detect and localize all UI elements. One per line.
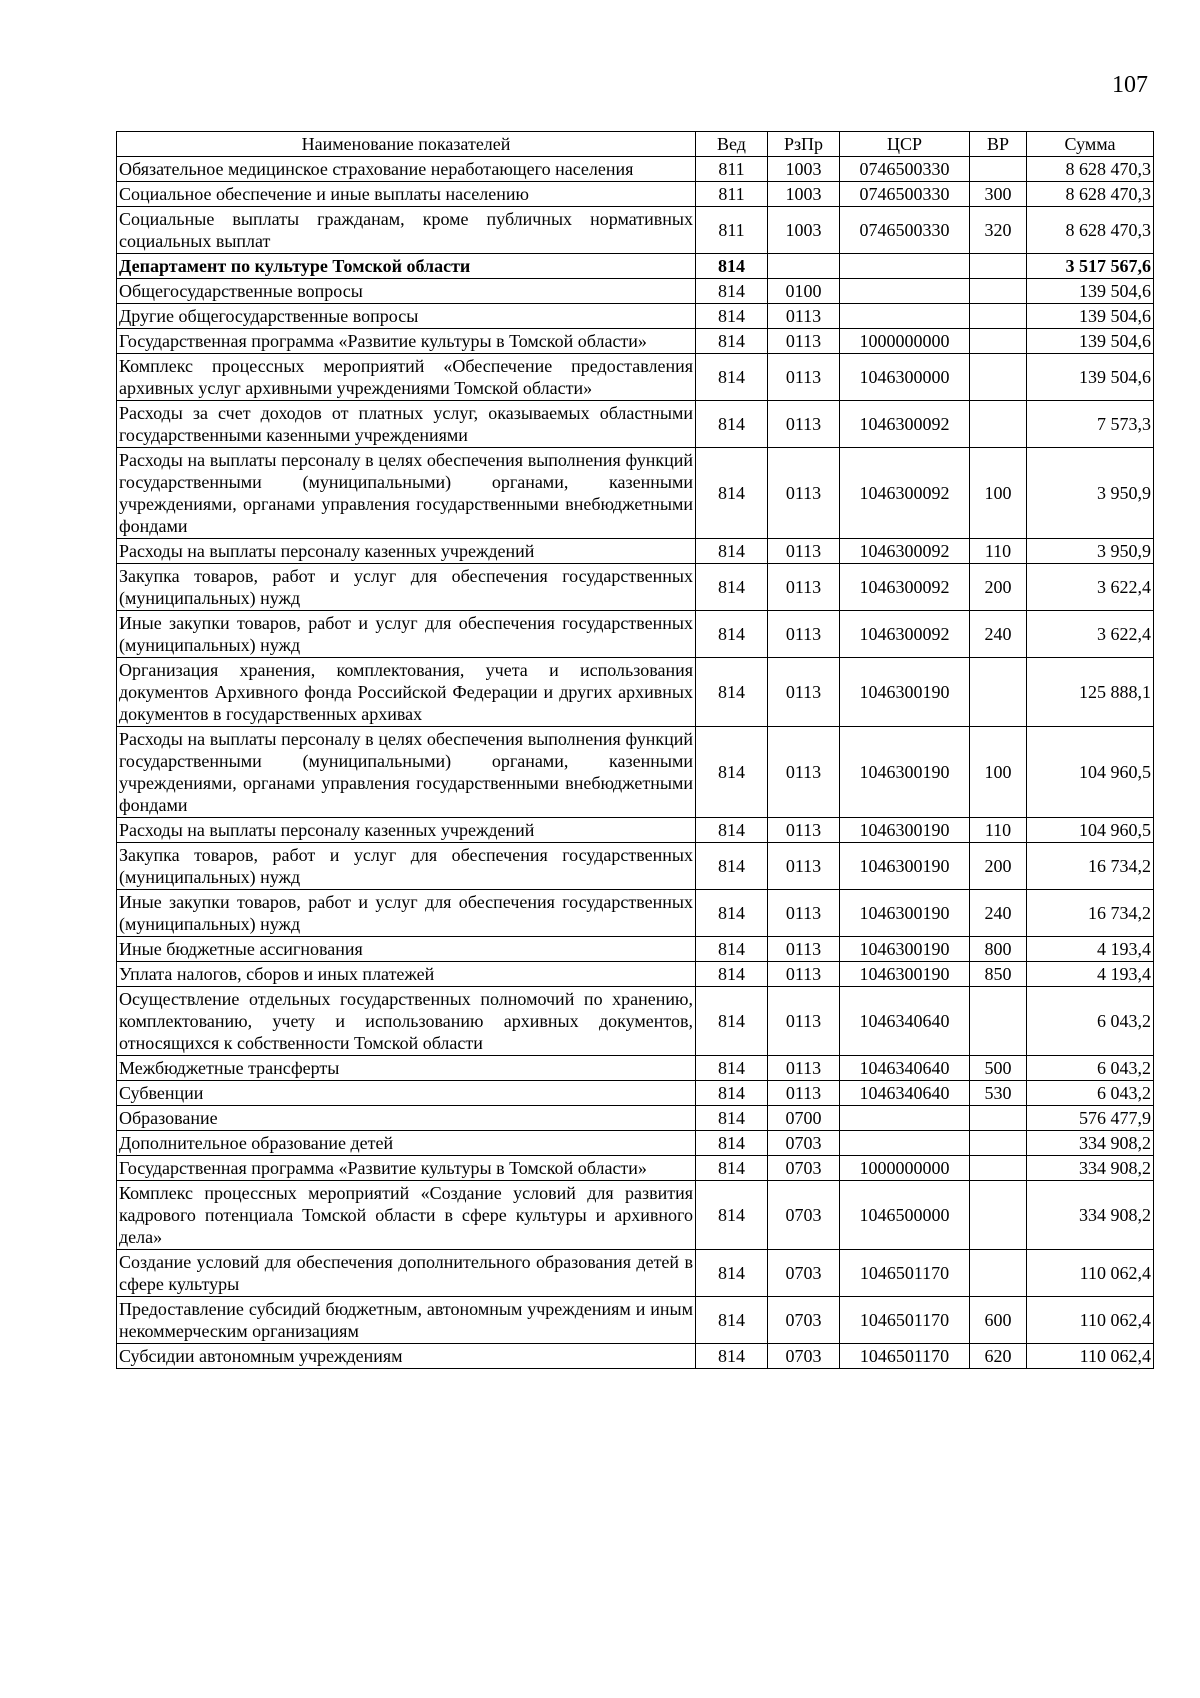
- cell-vr: 320: [970, 207, 1027, 254]
- cell-sum: 8 628 470,3: [1027, 207, 1154, 254]
- cell-vr: [970, 329, 1027, 354]
- cell-sum: 6 043,2: [1027, 1056, 1154, 1081]
- cell-rzpr: 0113: [768, 354, 840, 401]
- cell-ved: 814: [696, 962, 768, 987]
- cell-sum: 3 950,9: [1027, 539, 1154, 564]
- cell-ved: 814: [696, 448, 768, 539]
- cell-rzpr: 0113: [768, 329, 840, 354]
- cell-vr: [970, 1106, 1027, 1131]
- cell-csr: [840, 1131, 970, 1156]
- cell-ved: 814: [696, 1131, 768, 1156]
- cell-ved: 814: [696, 843, 768, 890]
- table-row: [117, 207, 1154, 254]
- cell-sum: 139 504,6: [1027, 304, 1154, 329]
- cell-csr: 1046500000: [840, 1181, 970, 1250]
- cell-sum: 16 734,2: [1027, 890, 1154, 937]
- cell-ved: 814: [696, 539, 768, 564]
- cell-rzpr: 0100: [768, 279, 840, 304]
- cell-sum: 104 960,5: [1027, 727, 1154, 818]
- cell-csr: 1046300000: [840, 354, 970, 401]
- table-row: [117, 354, 1154, 401]
- cell-sum: 4 193,4: [1027, 937, 1154, 962]
- header-csr: ЦСР: [840, 132, 970, 157]
- cell-name: Иные закупки товаров, работ и услуг для обеспечения государственных (муниципальных) нужд: [117, 890, 696, 937]
- cell-name: Общегосударственные вопросы: [117, 279, 696, 304]
- cell-csr: 1046300190: [840, 658, 970, 727]
- cell-name: Другие общегосударственные вопросы: [117, 304, 696, 329]
- cell-ved: 814: [696, 818, 768, 843]
- cell-rzpr: 0113: [768, 611, 840, 658]
- cell-vr: 110: [970, 818, 1027, 843]
- cell-csr: 1046501170: [840, 1344, 970, 1369]
- cell-sum: 6 043,2: [1027, 987, 1154, 1056]
- table-row: [117, 254, 1154, 279]
- cell-rzpr: 0703: [768, 1250, 840, 1297]
- cell-sum: 334 908,2: [1027, 1181, 1154, 1250]
- cell-csr: 1046300092: [840, 564, 970, 611]
- cell-ved: 814: [696, 937, 768, 962]
- table-row: [117, 937, 1154, 962]
- cell-vr: [970, 658, 1027, 727]
- table-row: [117, 818, 1154, 843]
- cell-rzpr: 1003: [768, 207, 840, 254]
- cell-rzpr: 0113: [768, 843, 840, 890]
- cell-csr: 1046300190: [840, 818, 970, 843]
- cell-sum: 6 043,2: [1027, 1081, 1154, 1106]
- cell-csr: 1046501170: [840, 1297, 970, 1344]
- cell-ved: 814: [696, 727, 768, 818]
- cell-name: Организация хранения, комплектования, учета и использования документов Архивного фонда Российской Федерации и других архивных документов в государственных архивах: [117, 658, 696, 727]
- cell-name: Расходы за счет доходов от платных услуг, оказываемых областными государственными казенными учреждениями: [117, 401, 696, 448]
- cell-name: Расходы на выплаты персоналу в целях обеспечения выполнения функций государственными (муниципальными) органами, казенными учреждениями, органами управления государственными внебюджетными фондами: [117, 727, 696, 818]
- cell-rzpr: 0113: [768, 448, 840, 539]
- cell-ved: 811: [696, 182, 768, 207]
- cell-vr: [970, 987, 1027, 1056]
- cell-ved: 814: [696, 354, 768, 401]
- cell-csr: [840, 304, 970, 329]
- cell-name: Расходы на выплаты персоналу казенных учреждений: [117, 539, 696, 564]
- cell-csr: 1046300092: [840, 401, 970, 448]
- cell-rzpr: 0113: [768, 564, 840, 611]
- table-row: [117, 1081, 1154, 1106]
- header-sum: Сумма: [1027, 132, 1154, 157]
- table-body: [117, 157, 1154, 1369]
- cell-csr: 0746500330: [840, 157, 970, 182]
- cell-csr: 1046300190: [840, 727, 970, 818]
- cell-name: Создание условий для обеспечения дополнительного образования детей в сфере культуры: [117, 1250, 696, 1297]
- cell-name: Образование: [117, 1106, 696, 1131]
- cell-ved: 814: [696, 329, 768, 354]
- cell-sum: 110 062,4: [1027, 1297, 1154, 1344]
- cell-csr: 1046340640: [840, 1056, 970, 1081]
- cell-ved: 814: [696, 279, 768, 304]
- table-row: [117, 304, 1154, 329]
- cell-ved: 814: [696, 1106, 768, 1131]
- cell-name: Обязательное медицинское страхование неработающего населения: [117, 157, 696, 182]
- header-rzpr: РзПр: [768, 132, 840, 157]
- cell-name: Социальные выплаты гражданам, кроме публичных нормативных социальных выплат: [117, 207, 696, 254]
- table-row: [117, 987, 1154, 1056]
- table-row: [117, 1181, 1154, 1250]
- cell-sum: 4 193,4: [1027, 962, 1154, 987]
- cell-rzpr: 0703: [768, 1156, 840, 1181]
- cell-rzpr: 0703: [768, 1344, 840, 1369]
- cell-ved: 814: [696, 1297, 768, 1344]
- cell-ved: 814: [696, 1156, 768, 1181]
- cell-sum: 334 908,2: [1027, 1156, 1154, 1181]
- table-row: [117, 658, 1154, 727]
- cell-sum: 110 062,4: [1027, 1250, 1154, 1297]
- cell-name: Расходы на выплаты персоналу в целях обеспечения выполнения функций государственными (муниципальными) органами, казенными учреждениями, органами управления государственными внебюджетными фондами: [117, 448, 696, 539]
- cell-sum: 110 062,4: [1027, 1344, 1154, 1369]
- cell-name: Иные закупки товаров, работ и услуг для обеспечения государственных (муниципальных) нужд: [117, 611, 696, 658]
- table-row: [117, 727, 1154, 818]
- cell-name: Предоставление субсидий бюджетным, автономным учреждениям и иным некоммерческим организациям: [117, 1297, 696, 1344]
- cell-sum: 8 628 470,3: [1027, 182, 1154, 207]
- cell-sum: 3 622,4: [1027, 611, 1154, 658]
- cell-ved: 814: [696, 987, 768, 1056]
- cell-rzpr: 0703: [768, 1297, 840, 1344]
- cell-vr: [970, 1131, 1027, 1156]
- table-row: [117, 1056, 1154, 1081]
- table-row: [117, 611, 1154, 658]
- cell-sum: 3 622,4: [1027, 564, 1154, 611]
- cell-ved: 814: [696, 1181, 768, 1250]
- cell-rzpr: 0113: [768, 658, 840, 727]
- cell-vr: 620: [970, 1344, 1027, 1369]
- cell-csr: 1046300092: [840, 539, 970, 564]
- cell-csr: 0746500330: [840, 182, 970, 207]
- cell-rzpr: 0113: [768, 962, 840, 987]
- cell-sum: 3 950,9: [1027, 448, 1154, 539]
- cell-name: Комплекс процессных мероприятий «Обеспечение предоставления архивных услуг архивными учреждениями Томской области»: [117, 354, 696, 401]
- cell-csr: [840, 279, 970, 304]
- cell-sum: 139 504,6: [1027, 354, 1154, 401]
- cell-vr: [970, 354, 1027, 401]
- table-row: [117, 539, 1154, 564]
- cell-vr: [970, 279, 1027, 304]
- cell-ved: 814: [696, 890, 768, 937]
- page-number: 107: [1112, 72, 1148, 98]
- cell-rzpr: 0113: [768, 890, 840, 937]
- cell-ved: 814: [696, 304, 768, 329]
- cell-csr: 1046300190: [840, 890, 970, 937]
- cell-vr: 800: [970, 937, 1027, 962]
- header-name: Наименование показателей: [117, 132, 696, 157]
- cell-ved: 814: [696, 401, 768, 448]
- cell-csr: 1000000000: [840, 329, 970, 354]
- cell-csr: 1000000000: [840, 1156, 970, 1181]
- cell-rzpr: 1003: [768, 157, 840, 182]
- cell-csr: 1046300092: [840, 448, 970, 539]
- cell-rzpr: 0113: [768, 401, 840, 448]
- cell-sum: 104 960,5: [1027, 818, 1154, 843]
- cell-vr: 100: [970, 448, 1027, 539]
- table-header-row: [117, 132, 1154, 157]
- cell-csr: 0746500330: [840, 207, 970, 254]
- cell-name: Субсидии автономным учреждениям: [117, 1344, 696, 1369]
- cell-name: Закупка товаров, работ и услуг для обеспечения государственных (муниципальных) нужд: [117, 843, 696, 890]
- cell-rzpr: 0700: [768, 1106, 840, 1131]
- cell-ved: 814: [696, 1056, 768, 1081]
- cell-sum: 125 888,1: [1027, 658, 1154, 727]
- cell-name: Расходы на выплаты персоналу казенных учреждений: [117, 818, 696, 843]
- cell-name: Государственная программа «Развитие культуры в Томской области»: [117, 1156, 696, 1181]
- cell-ved: 814: [696, 1250, 768, 1297]
- cell-rzpr: 0113: [768, 987, 840, 1056]
- cell-name: Уплата налогов, сборов и иных платежей: [117, 962, 696, 987]
- cell-csr: 1046300190: [840, 937, 970, 962]
- cell-sum: 8 628 470,3: [1027, 157, 1154, 182]
- cell-rzpr: [768, 254, 840, 279]
- cell-vr: 110: [970, 539, 1027, 564]
- cell-vr: 200: [970, 564, 1027, 611]
- cell-vr: 300: [970, 182, 1027, 207]
- cell-csr: 1046340640: [840, 1081, 970, 1106]
- cell-name: Межбюджетные трансферты: [117, 1056, 696, 1081]
- cell-sum: 576 477,9: [1027, 1106, 1154, 1131]
- cell-sum: 139 504,6: [1027, 329, 1154, 354]
- cell-csr: 1046300190: [840, 843, 970, 890]
- cell-rzpr: 0113: [768, 1056, 840, 1081]
- cell-name: Закупка товаров, работ и услуг для обеспечения государственных (муниципальных) нужд: [117, 564, 696, 611]
- cell-csr: 1046300190: [840, 962, 970, 987]
- cell-rzpr: 0113: [768, 1081, 840, 1106]
- cell-sum: 7 573,3: [1027, 401, 1154, 448]
- cell-csr: 1046501170: [840, 1250, 970, 1297]
- cell-ved: 811: [696, 207, 768, 254]
- table-row: [117, 1297, 1154, 1344]
- cell-vr: [970, 401, 1027, 448]
- cell-name: Осуществление отдельных государственных полномочий по хранению, комплектованию, учету и использованию архивных документов, относящихся к собственности Томской области: [117, 987, 696, 1056]
- table-row: [117, 157, 1154, 182]
- table-row: [117, 1131, 1154, 1156]
- cell-vr: 600: [970, 1297, 1027, 1344]
- header-vr: ВР: [970, 132, 1027, 157]
- table-row: [117, 279, 1154, 304]
- cell-ved: 814: [696, 254, 768, 279]
- table-row: [117, 1344, 1154, 1369]
- cell-name: Дополнительное образование детей: [117, 1131, 696, 1156]
- cell-vr: 530: [970, 1081, 1027, 1106]
- cell-ved: 814: [696, 1344, 768, 1369]
- cell-vr: [970, 254, 1027, 279]
- cell-name: Социальное обеспечение и иные выплаты населению: [117, 182, 696, 207]
- cell-rzpr: 0703: [768, 1181, 840, 1250]
- budget-table: [116, 131, 1154, 1369]
- cell-vr: 200: [970, 843, 1027, 890]
- table-row: [117, 962, 1154, 987]
- cell-vr: 240: [970, 890, 1027, 937]
- table-row: [117, 182, 1154, 207]
- cell-ved: 814: [696, 1081, 768, 1106]
- cell-sum: 334 908,2: [1027, 1131, 1154, 1156]
- table-row: [117, 1156, 1154, 1181]
- cell-vr: 500: [970, 1056, 1027, 1081]
- cell-sum: 3 517 567,6: [1027, 254, 1154, 279]
- cell-vr: [970, 304, 1027, 329]
- table-row: [117, 843, 1154, 890]
- cell-vr: [970, 1250, 1027, 1297]
- header-ved: Вед: [696, 132, 768, 157]
- table-row: [117, 1106, 1154, 1131]
- table-row: [117, 890, 1154, 937]
- cell-rzpr: 0113: [768, 304, 840, 329]
- cell-ved: 811: [696, 157, 768, 182]
- cell-csr: [840, 1106, 970, 1131]
- cell-name: Департамент по культуре Томской области: [117, 254, 696, 279]
- cell-name: Иные бюджетные ассигнования: [117, 937, 696, 962]
- table-row: [117, 401, 1154, 448]
- cell-vr: 850: [970, 962, 1027, 987]
- cell-csr: 1046340640: [840, 987, 970, 1056]
- cell-sum: 139 504,6: [1027, 279, 1154, 304]
- cell-ved: 814: [696, 658, 768, 727]
- cell-name: Комплекс процессных мероприятий «Создание условий для развития кадрового потенциала Томской области в сфере культуры и архивного дела»: [117, 1181, 696, 1250]
- cell-ved: 814: [696, 611, 768, 658]
- table-row: [117, 564, 1154, 611]
- cell-rzpr: 0113: [768, 818, 840, 843]
- cell-rzpr: 0113: [768, 937, 840, 962]
- cell-vr: [970, 1156, 1027, 1181]
- cell-csr: 1046300092: [840, 611, 970, 658]
- cell-csr: [840, 254, 970, 279]
- cell-sum: 16 734,2: [1027, 843, 1154, 890]
- cell-vr: [970, 157, 1027, 182]
- cell-name: Государственная программа «Развитие культуры в Томской области»: [117, 329, 696, 354]
- cell-rzpr: 1003: [768, 182, 840, 207]
- cell-vr: 240: [970, 611, 1027, 658]
- cell-rzpr: 0113: [768, 539, 840, 564]
- cell-vr: 100: [970, 727, 1027, 818]
- cell-rzpr: 0113: [768, 727, 840, 818]
- cell-vr: [970, 1181, 1027, 1250]
- cell-ved: 814: [696, 564, 768, 611]
- table-row: [117, 329, 1154, 354]
- cell-rzpr: 0703: [768, 1131, 840, 1156]
- table-row: [117, 448, 1154, 539]
- table-row: [117, 1250, 1154, 1297]
- cell-name: Субвенции: [117, 1081, 696, 1106]
